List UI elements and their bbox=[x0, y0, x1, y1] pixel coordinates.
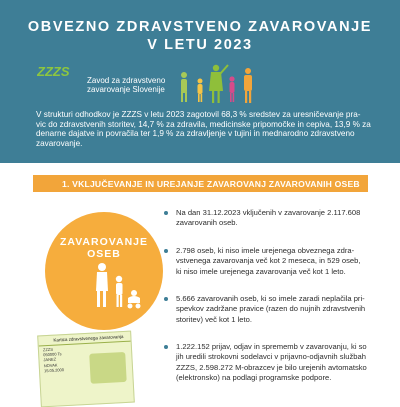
family-silhouette-icon bbox=[90, 261, 146, 309]
card-details bbox=[43, 346, 64, 373]
card-title: Kartica zdravstvenega zavarovanja bbox=[53, 334, 124, 343]
org-name-line-2: zavarovanje Slovenije bbox=[87, 85, 165, 94]
intro-line: V strukturi odhodkov je ZZZS v letu 2023 zagotovil 68,3 % sredstev za uresničevanje pra- bbox=[36, 110, 361, 119]
health-insurance-card bbox=[37, 331, 135, 407]
card-photo-area bbox=[89, 352, 127, 384]
page-title-line-2: V LETU 2023 bbox=[147, 37, 253, 53]
intro-line: vic do zdravstvenih storitev, 14,7 % za zdravila, medicinske pripomočke in cepiva, 13,9 % za bbox=[36, 119, 371, 129]
list-item: Na dan 31.12.2023 vključenih v zavarovanje 2.117.608 zavarovanih oseb. bbox=[164, 208, 394, 229]
intro-line: zavarovanje. bbox=[36, 138, 83, 148]
bullet-dot-icon bbox=[164, 297, 168, 301]
card-line: 15.05.2000 bbox=[43, 366, 65, 374]
card-line: 050000 Ts bbox=[43, 351, 62, 358]
card-line: NOVAK bbox=[43, 362, 58, 368]
list-item: 1.222.152 prijav, odjav in sprememb v zavarovanju, ki so jih uredili strokovni sodelavci v prijavno-odjavnih službah ZZZS, 2.598.272 M-obrazcev je bilo urejenih avtomatsko (elektronsko) na podlagi programske podpore. bbox=[164, 342, 394, 384]
bullet-dot-icon bbox=[164, 345, 168, 349]
section-title: 1. VKLJUČEVANJE IN UREJANJE ZAVAROVANJ ZAVAROVANIH OSEB bbox=[62, 179, 360, 189]
card-stripe bbox=[39, 341, 131, 347]
bullet-dot-icon bbox=[164, 211, 168, 215]
zzzs-logo bbox=[37, 64, 71, 78]
card-line: ZZZS bbox=[42, 346, 54, 353]
bullet-dot-icon bbox=[164, 249, 168, 253]
page-title-line-1: OBVEZNO ZDRAVSTVENO ZAVAROVANJE bbox=[27, 19, 373, 35]
circle-title-line-2: OSEB bbox=[87, 248, 121, 260]
intro-line: denarne dajatve in povračila ter 1,9 % za zdravljenje v tujini in mednarodno zdravstveno bbox=[36, 129, 355, 139]
intro-paragraph bbox=[36, 110, 371, 148]
list-item: 5.666 zavarovanih oseb, ki so imele zaradi neplačila pri- spevkov zadržane pravice (razen do nujnih zdravstvenih storitev) več kot 1 leto. bbox=[164, 294, 394, 325]
list-item: 2.798 oseb, ki niso imele urejenega obveznega zdra- vstvenega zavarovanja več kot 2 meseca, in 529 oseb, ki niso imele urejenega zavarovanja več kot 1 leto. bbox=[164, 246, 394, 277]
card-line: JANEZ bbox=[43, 356, 57, 363]
logo-text: ZZZS bbox=[37, 64, 70, 78]
people-illustration-icon bbox=[176, 59, 262, 105]
circle-title-line-1: ZAVAROVANJE bbox=[59, 236, 148, 248]
org-name-line-1: Zavod za zdravstveno bbox=[87, 76, 166, 85]
